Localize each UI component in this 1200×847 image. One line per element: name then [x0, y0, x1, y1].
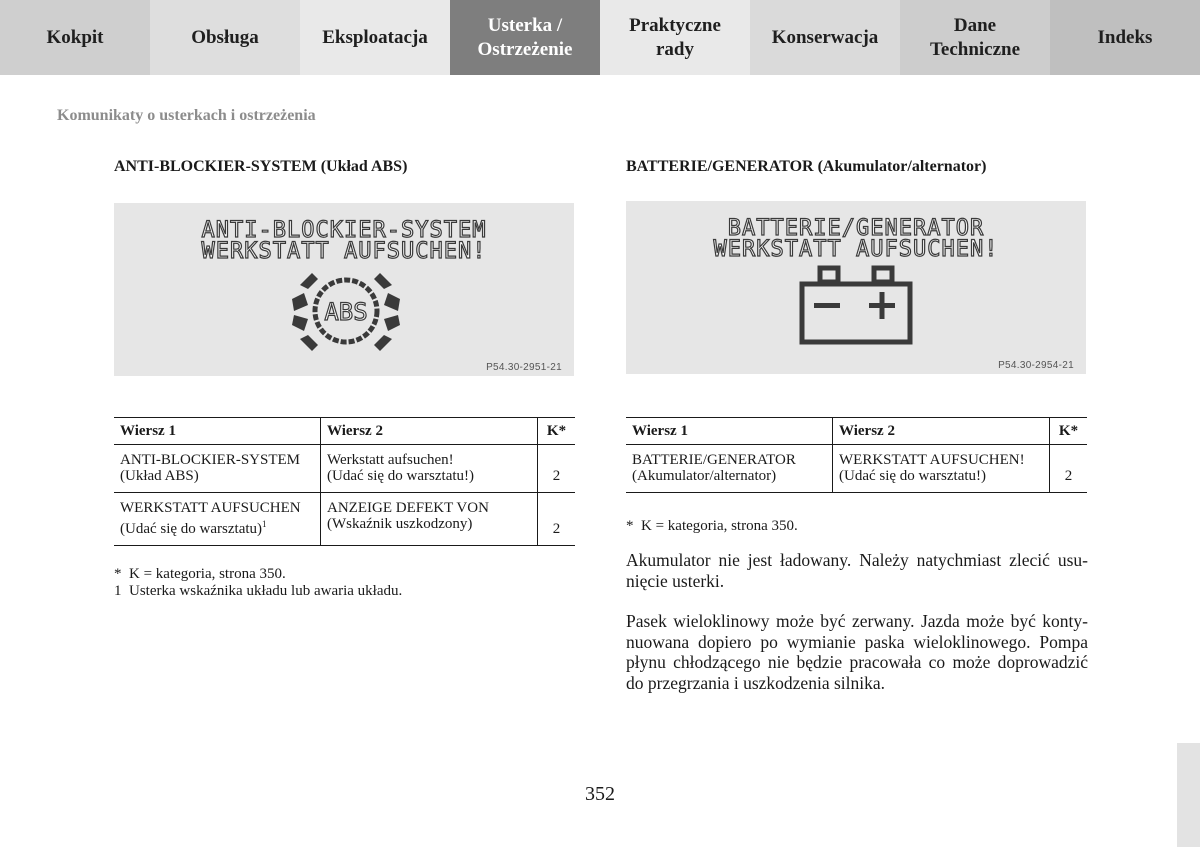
- abs-warning-icon: [286, 265, 406, 357]
- footnote: [626, 518, 798, 535]
- table-cell: WERKSTATT AUFSUCHEN! (Udać się do warsztatu!): [833, 445, 1050, 493]
- battery-section-title: BATTERIE/GENERATOR (Akumulator/alternator): [626, 158, 987, 175]
- cell-text: WERKSTATT AUFSUCHEN (Udać się do warsztatu): [120, 500, 301, 537]
- thumb-index-tab: [1177, 743, 1200, 847]
- tab-kokpit[interactable]: Kokpit: [0, 0, 150, 75]
- tab-praktyczne-rady[interactable]: Praktyczne rady: [600, 0, 750, 75]
- column-header: Wiersz 1: [114, 418, 321, 445]
- category-cell: 2: [538, 445, 576, 493]
- footnote-text: K = kategoria, strona 350.: [129, 566, 286, 582]
- abs-display-image: [114, 203, 574, 376]
- figure-reference: P54.30-2954-21: [998, 360, 1074, 371]
- footnote-marker: 1: [114, 583, 122, 599]
- tab-obsluga[interactable]: Obsługa: [150, 0, 300, 75]
- table-cell: ANZEIGE DEFEKT VON (Wskaźnik uszkodzony): [321, 493, 538, 546]
- footnote-marker: 1: [262, 519, 267, 529]
- table-cell: ANTI-BLOCKIER-SYSTEM (Układ ABS): [114, 445, 321, 493]
- abs-section-title: ANTI-BLOCKIER-SYSTEM (Układ ABS): [114, 158, 408, 175]
- table-row: [114, 493, 575, 546]
- abs-display-text: ANTI-BLOCKIER-SYSTEM WERKSTATT AUFSUCHEN!: [201, 218, 487, 264]
- footnote-text: Usterka wskaźnika układu lub awaria układu.: [129, 583, 403, 599]
- abs-icon-label: ABS: [324, 298, 368, 326]
- tab-eksploatacja[interactable]: Eksploatacja: [300, 0, 450, 75]
- chapter-nav: [0, 0, 1200, 75]
- column-header: K*: [1050, 418, 1088, 445]
- category-cell: 2: [538, 493, 576, 546]
- footnote-marker: *: [626, 518, 634, 534]
- category-cell: 2: [1050, 445, 1088, 493]
- footnote: [114, 566, 286, 583]
- footnote: [114, 583, 402, 600]
- tab-indeks[interactable]: Indeks: [1050, 0, 1200, 75]
- table-row: [114, 445, 575, 493]
- table-cell: Werkstatt aufsuchen! (Udać się do warsztatu!): [321, 445, 538, 493]
- footnote-text: K = kategoria, strona 350.: [641, 518, 798, 534]
- battery-message-table: [626, 417, 1087, 493]
- column-header: Wiersz 2: [833, 418, 1050, 445]
- battery-display-image: [626, 201, 1086, 374]
- table-cell: [114, 493, 321, 546]
- section-label: Komunikaty o usterkach i ostrzeżenia: [57, 107, 316, 124]
- page-number: 352: [585, 783, 615, 805]
- column-header: K*: [538, 418, 576, 445]
- tab-dane-techniczne[interactable]: Dane Techniczne: [900, 0, 1050, 75]
- tab-konserwacja[interactable]: Konserwacja: [750, 0, 900, 75]
- battery-icon: [798, 265, 914, 345]
- table-cell: BATTERIE/GENERATOR (Akumulator/alternator): [626, 445, 833, 493]
- column-header: Wiersz 2: [321, 418, 538, 445]
- abs-message-table: [114, 417, 575, 546]
- column-header: Wiersz 1: [626, 418, 833, 445]
- tab-usterka-ostrzezenie[interactable]: Usterka / Ostrzeżenie: [450, 0, 600, 75]
- figure-reference: P54.30-2951-21: [486, 362, 562, 373]
- battery-paragraph: Akumulator nie jest ładowany. Należy natychmiast zlecić usu-nięcie usterki.: [626, 550, 1088, 591]
- battery-display-text: BATTERIE/GENERATOR WERKSTATT AUFSUCHEN!: [713, 216, 999, 262]
- footnote-marker: *: [114, 566, 122, 582]
- battery-paragraph: Pasek wieloklinowy może być zerwany. Jazda może być konty-nuowana dopiero po wymianie paska wieloklinowego. Pompa płynu chłodzącego nie będzie pracowała co może doprowadzić do przegrzania i uszkodzenia silnika.: [626, 611, 1088, 693]
- table-row: [626, 445, 1087, 493]
